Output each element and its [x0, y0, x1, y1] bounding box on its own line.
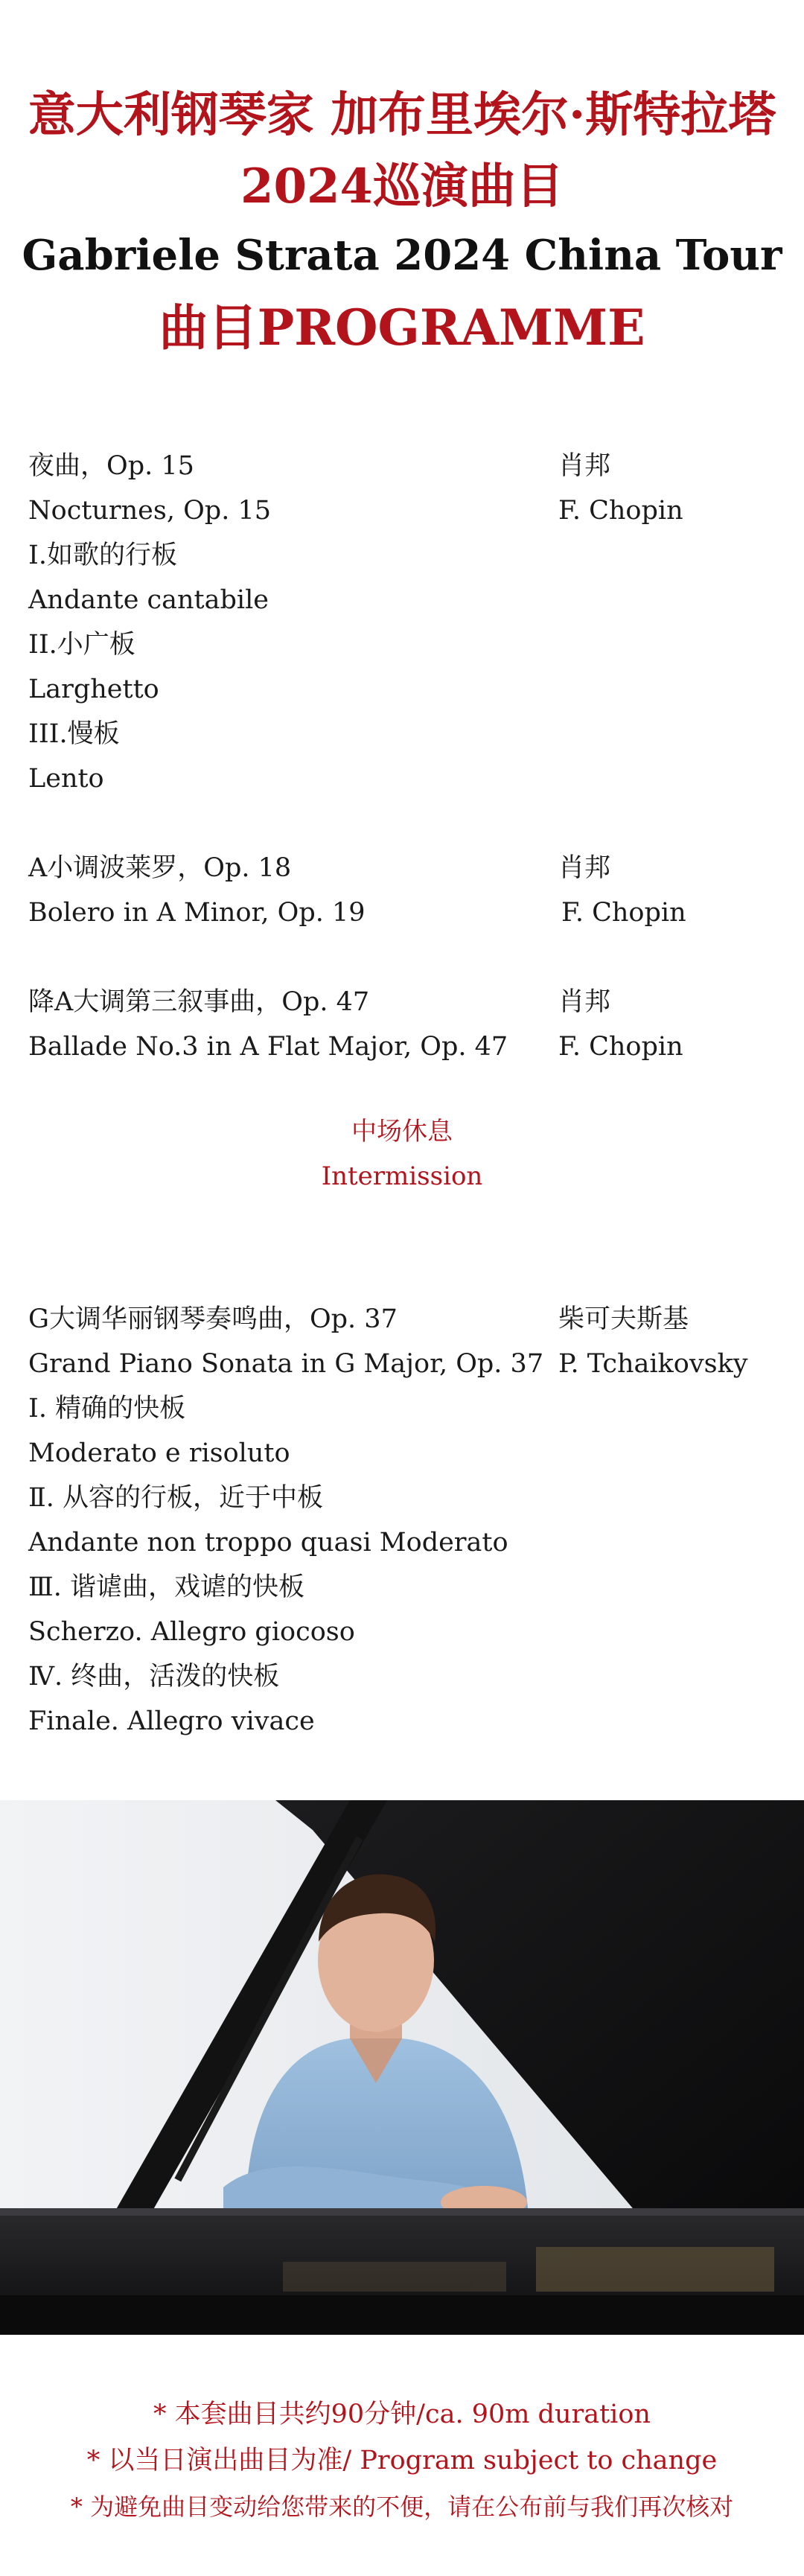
piece-row [28, 444, 780, 488]
piece-row [28, 846, 780, 890]
composer-zh: 肖邦 [558, 987, 611, 1017]
movement-row [28, 1520, 780, 1565]
piece-row [28, 980, 780, 1024]
movement-row [28, 622, 780, 667]
piece-title-en: Nocturnes, Op. 15 [28, 496, 271, 526]
piece-title-en: Bolero in A Minor, Op. 19 [28, 898, 366, 928]
movement-zh: Ⅰ. 精确的快板 [28, 1394, 186, 1424]
duration-note: * 本套曲目共约90分钟/ca. 90m duration [153, 2400, 651, 2429]
piece-ballade [28, 980, 780, 1069]
piece-row [28, 1024, 780, 1069]
movement-row [28, 1431, 780, 1476]
movement-row [28, 1610, 780, 1654]
movement-row [28, 667, 780, 712]
movement-row [28, 578, 780, 622]
movement-en: Scherzo. Allegro giocoso [28, 1617, 355, 1647]
piece-title-zh: 降A大调第三叙事曲，Op. 47 [28, 987, 370, 1017]
piece-title-en: Ballade No.3 in A Flat Major, Op. 47 [28, 1032, 508, 1062]
piece-title-zh: 夜曲，Op. 15 [28, 451, 194, 481]
piece-bolero [28, 846, 780, 935]
movement-row [28, 756, 780, 801]
movement-zh: III.慢板 [28, 719, 120, 749]
title-chinese-pianist: 意大利钢琴家 加布里埃尔·斯特拉塔 [28, 87, 776, 143]
movement-en: Lento [28, 764, 104, 794]
movement-row [28, 533, 780, 578]
intermission-en: Intermission [321, 1161, 483, 1191]
movement-zh: Ⅲ. 谐谑曲，戏谑的快板 [28, 1572, 305, 1602]
movement-row [28, 1476, 780, 1520]
movement-zh: Ⅳ. 终曲，活泼的快板 [28, 1662, 280, 1692]
composer-zh: 肖邦 [558, 853, 611, 883]
pianist-photo [0, 1800, 804, 2335]
movement-row [28, 1565, 780, 1610]
movement-row [28, 1386, 780, 1431]
piece-title-zh: A小调波莱罗，Op. 18 [28, 853, 292, 883]
composer-en: F. Chopin [558, 496, 683, 526]
movement-row [28, 712, 780, 756]
piece-row [28, 1297, 780, 1342]
movement-zh: I.如歌的行板 [28, 541, 177, 570]
movement-en: Andante cantabile [28, 585, 269, 615]
intermission [0, 1109, 804, 1199]
movement-en: Finale. Allegro vivace [28, 1706, 315, 1736]
composer-zh: 柴可夫斯基 [558, 1304, 689, 1334]
movement-en: Moderato e risoluto [28, 1438, 290, 1468]
piece-row [28, 1342, 780, 1386]
piece-nocturnes [28, 444, 780, 801]
title-english-tour: Gabriele Strata 2024 China Tour [22, 230, 782, 280]
movement-row [28, 1654, 780, 1699]
programme-footer [0, 2391, 804, 2530]
composer-en: F. Chopin [561, 898, 686, 928]
piece-title-en: Grand Piano Sonata in G Major, Op. 37 [28, 1349, 544, 1379]
composer-en: F. Chopin [558, 1032, 683, 1062]
movement-zh: II.小广板 [28, 630, 135, 660]
title-chinese-tour: 2024巡演曲目 [240, 159, 564, 215]
movement-zh: Ⅱ. 从容的行板，近于中板 [28, 1483, 324, 1513]
movement-en: Andante non troppo quasi Moderato [28, 1528, 508, 1558]
program-change-note: * 以当日演出曲目为准/ Program subject to change [86, 2446, 718, 2475]
piece-grand-sonata [28, 1297, 780, 1744]
programme-header [0, 89, 804, 355]
confirmation-note: * 为避免曲目变动给您带来的不便，请在公布前与我们再次核对 [70, 2493, 734, 2521]
intermission-zh: 中场休息 [351, 1117, 453, 1147]
pianist-illustration [0, 1800, 804, 2335]
title-programme: 曲目PROGRAMME [159, 299, 645, 357]
piece-row [28, 488, 780, 533]
movement-row [28, 1699, 780, 1744]
movement-en: Larghetto [28, 675, 159, 704]
composer-en: P. Tchaikovsky [558, 1349, 748, 1379]
piece-title-zh: G大调华丽钢琴奏鸣曲，Op. 37 [28, 1304, 398, 1334]
composer-zh: 肖邦 [558, 451, 611, 481]
piece-row [28, 890, 780, 935]
